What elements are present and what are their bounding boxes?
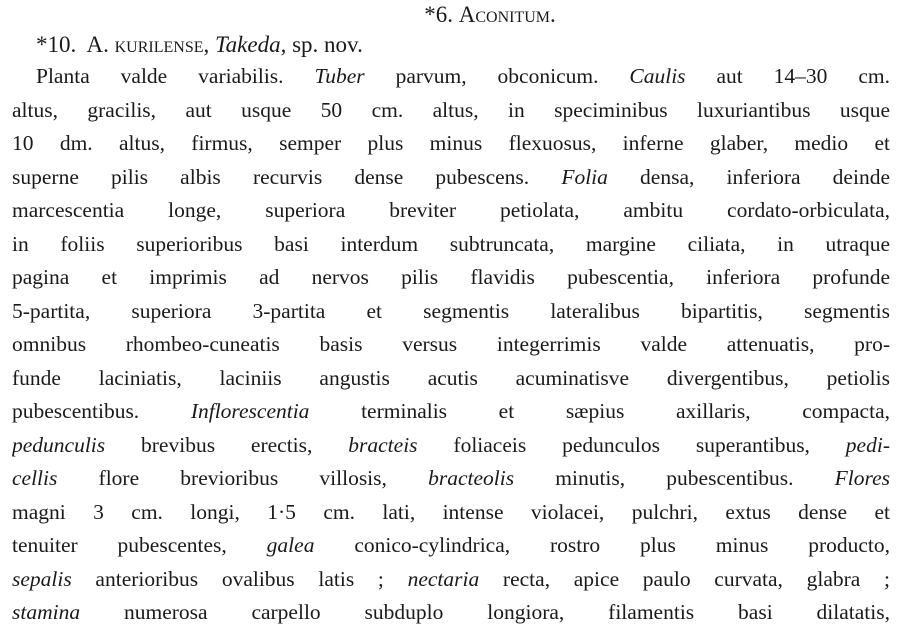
species-epithet: kurilense,: [114, 32, 210, 57]
italic-term: galea: [266, 533, 315, 557]
text-line: [12, 529, 890, 563]
genus-number: *6.: [424, 2, 453, 27]
text-line: [12, 563, 890, 597]
genus-name: Aconitum.: [458, 2, 556, 27]
italic-term: stamina: [12, 600, 81, 624]
species-genus-abbr: A.: [86, 32, 109, 57]
italic-term: bracteolis: [428, 466, 515, 490]
italic-term: sepalis: [12, 566, 72, 591]
italic-term: Folia: [561, 164, 608, 189]
text-line: [12, 194, 890, 228]
text-segment: pubescentibus.: [12, 399, 191, 423]
italic-term: pedi-: [845, 432, 890, 457]
species-heading: [36, 30, 363, 60]
text-line: [12, 261, 890, 295]
text-segment: flore brevioribus villosis,: [57, 466, 429, 490]
text-segment: 5-partita, superiora 3-partita et segmentis lateralibus bipartitis, segmentis: [12, 298, 890, 323]
genus-heading: [0, 0, 900, 30]
text-line: [12, 127, 890, 161]
text-line: [12, 328, 890, 362]
text-line: [12, 429, 890, 463]
text-segment: pagina et imprimis ad nervos pilis flavidis pubescentia, inferiora profunde: [12, 265, 890, 289]
text-segment: brevibus erectis,: [105, 432, 349, 457]
text-line: [12, 362, 890, 396]
text-line: [12, 596, 890, 630]
text-line: [12, 395, 890, 429]
species-number: *10.: [36, 32, 77, 57]
text-line: [12, 295, 890, 329]
italic-term: cellis: [12, 466, 58, 490]
text-segment: in foliis superioribus basi interdum subtruncata, margine ciliata, in utraque: [12, 231, 890, 256]
italic-term: Tuber: [314, 64, 365, 88]
text-segment: parvum, obconicum.: [364, 64, 630, 88]
text-segment: marcescentia longe, superiora breviter petiolata, ambitu cordato-orbiculata,: [12, 198, 890, 222]
text-line: [12, 94, 890, 128]
text-segment: foliaceis pedunculos superantibus,: [417, 432, 846, 457]
text-segment: recta, apice paulo curvata, glabra ;: [479, 566, 890, 591]
text-segment: aut 14–30 cm.: [685, 64, 890, 88]
text-segment: superne pilis albis recurvis dense pubescens.: [12, 164, 562, 189]
species-status: sp. nov.: [292, 32, 363, 57]
text-line: [12, 462, 890, 496]
text-segment: tenuiter pubescentes,: [12, 533, 267, 557]
text-segment: anterioribus ovalibus latis ;: [71, 566, 408, 591]
italic-term: Flores: [834, 466, 890, 490]
italic-term: pedunculis: [12, 432, 106, 457]
species-author: Takeda,: [215, 32, 287, 57]
text-segment: Planta valde variabilis.: [36, 64, 315, 88]
text-segment: minutis, pubescentibus.: [514, 466, 835, 490]
text-line: [12, 161, 890, 195]
text-segment: numerosa carpello subduplo longiora, filamentis basi dilatatis,: [80, 600, 890, 624]
text-segment: omnibus rhombeo-cuneatis basis versus integerrimis valde attenuatis, pro-: [12, 332, 890, 356]
text-segment: terminalis et sæpius axillaris, compacta,: [309, 399, 890, 423]
text-segment: funde laciniatis, laciniis angustis acutis acuminatisve divergentibus, petiolis: [12, 365, 890, 390]
text-segment: altus, gracilis, aut usque 50 cm. altus, in speciminibus luxuriantibus usque: [12, 97, 890, 122]
text-segment: densa, inferiora deinde: [607, 164, 890, 189]
text-line: [12, 496, 890, 530]
italic-term: Caulis: [629, 64, 686, 88]
text-segment: magni 3 cm. longi, 1·5 cm. lati, intense violacei, pulchri, extus dense et: [12, 499, 890, 524]
text-line: [12, 228, 890, 262]
text-line: [12, 60, 890, 94]
italic-term: Inflorescentia: [190, 399, 310, 423]
text-segment: conico-cylindrica, rostro plus minus producto,: [314, 533, 890, 557]
italic-term: nectaria: [407, 566, 480, 591]
description-paragraph: [12, 60, 890, 630]
text-segment: 10 dm. altus, firmus, semper plus minus flexuosus, inferne glaber, medio et: [12, 131, 890, 155]
italic-term: bracteis: [348, 432, 418, 457]
